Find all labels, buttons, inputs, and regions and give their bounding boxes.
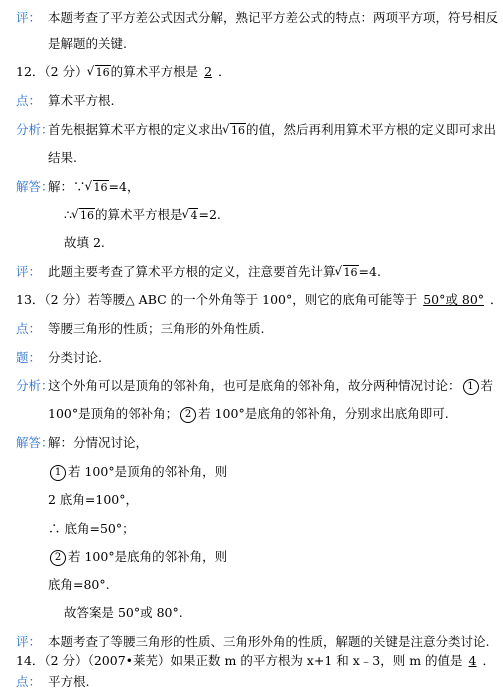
q11-review	[0, 8, 499, 28]
q13-solution-step: 底角=80°.	[48, 577, 110, 592]
q12-solution-step: ∴√ 16的算术平方根是√ 4=2.	[0, 205, 493, 225]
circled-number-1: 1	[463, 379, 479, 395]
q13-solution-step: 2 底角=100°，	[48, 492, 139, 507]
q12-analysis: 分析： 首先根据算术平方根的定义求出√ 16的值，然后再利用算术平方根的定义即可求出	[0, 120, 493, 140]
circled-number-2: 2	[50, 550, 66, 566]
answer-blank: 2	[204, 64, 213, 79]
sqrt-symbol: √ 16	[223, 120, 246, 141]
q13-solution-case1: 1 若 100°是顶角的邻补角，则	[0, 462, 493, 482]
sqrt-symbol: √ 16	[88, 62, 111, 83]
q13-solution: 解答： 解：分情况讨论，	[0, 433, 493, 453]
q14-question: 14．（2 分）（2007•莱芜）如果正数 m 的平方根为 x+1 和 x﹣3，则 m 的值是 4 ．	[16, 653, 495, 668]
point-label: 点：	[16, 321, 42, 336]
sqrt-symbol: √ 16	[86, 177, 109, 198]
question-number: 13．（2 分）若等腰△ ABC 的一个外角等于 100°，则它的底角可能等于	[16, 292, 418, 307]
answer-label: 解答：	[16, 179, 54, 194]
point-label: 点：	[16, 674, 42, 689]
review-label: 评：	[16, 634, 42, 649]
circled-number-1: 1	[50, 465, 66, 481]
review-label: 评：	[16, 264, 42, 279]
q13-solution-final: 故答案是 50°或 80°.	[64, 605, 183, 620]
review-label: 评：	[16, 10, 42, 25]
topic-label: 题：	[16, 350, 42, 365]
answer-blank: 4	[468, 653, 477, 668]
analysis-label: 分析：	[16, 122, 54, 137]
q12-point: 点： 算术平方根.	[0, 91, 493, 111]
q13-solution-step: ∴ 底角=50°；	[48, 521, 135, 536]
q12-solution: 解答： 解：∵√ 16=4，	[0, 177, 493, 197]
question-number: 12．（2 分）	[16, 64, 88, 79]
q13-analysis-cont: 100°是顶角的邻补角； 2 若 100°是底角的邻补角，分别求出底角即可.	[48, 406, 449, 421]
q12-review: 评： 此题主要考查了算术平方根的定义，注意要首先计算√ 16=4.	[0, 262, 493, 282]
q12-solution-final: 故填 2.	[64, 235, 105, 250]
circled-number-2: 2	[180, 407, 196, 423]
q12-analysis-cont: 结果.	[48, 150, 77, 165]
q13-review: 评： 本题考查了等腰三角形的性质、三角形外角的性质，解题的关键是注意分类讨论.	[0, 632, 493, 652]
sqrt-symbol: √ 16	[336, 262, 359, 283]
q13-solution-case2: 2 若 100°是底角的邻补角，则	[0, 547, 493, 567]
q13-analysis: 分析： 这个外角可以是顶角的邻补角，也可是底角的邻补角，故分两种情况讨论： 1 若	[0, 376, 493, 396]
q11-review-cont	[0, 34, 493, 54]
analysis-label: 分析：	[16, 378, 54, 393]
q13-question: 13．（2 分）若等腰△ ABC 的一个外角等于 100°，则它的底角可能等于 50°或 80° ．	[16, 292, 503, 307]
answer-blank: 50°或 80°	[423, 292, 485, 307]
q14-point: 点： 平方根.	[0, 672, 493, 692]
answer-label: 解答：	[16, 435, 54, 450]
sqrt-symbol: √ 4	[182, 205, 198, 226]
review-text: 本题考查了平方差公式因式分解，熟记平方差公式的特点：两项平方项，符号相反	[48, 10, 499, 25]
q13-topic: 题： 分类讨论.	[0, 348, 493, 368]
q13-point: 点： 等腰三角形的性质；三角形的外角性质.	[0, 319, 493, 339]
question-number: 14．（2 分）（2007•莱芜）如果正数 m 的平方根为 x+1 和 x﹣3，则 m 的值是	[16, 653, 463, 668]
q12-question: 12．（2 分）√ 16的算术平方根是 2 ．	[0, 62, 493, 82]
sqrt-symbol: √ 16	[72, 205, 95, 226]
point-label: 点：	[16, 93, 42, 108]
review-text: 是解题的关键.	[48, 36, 127, 51]
